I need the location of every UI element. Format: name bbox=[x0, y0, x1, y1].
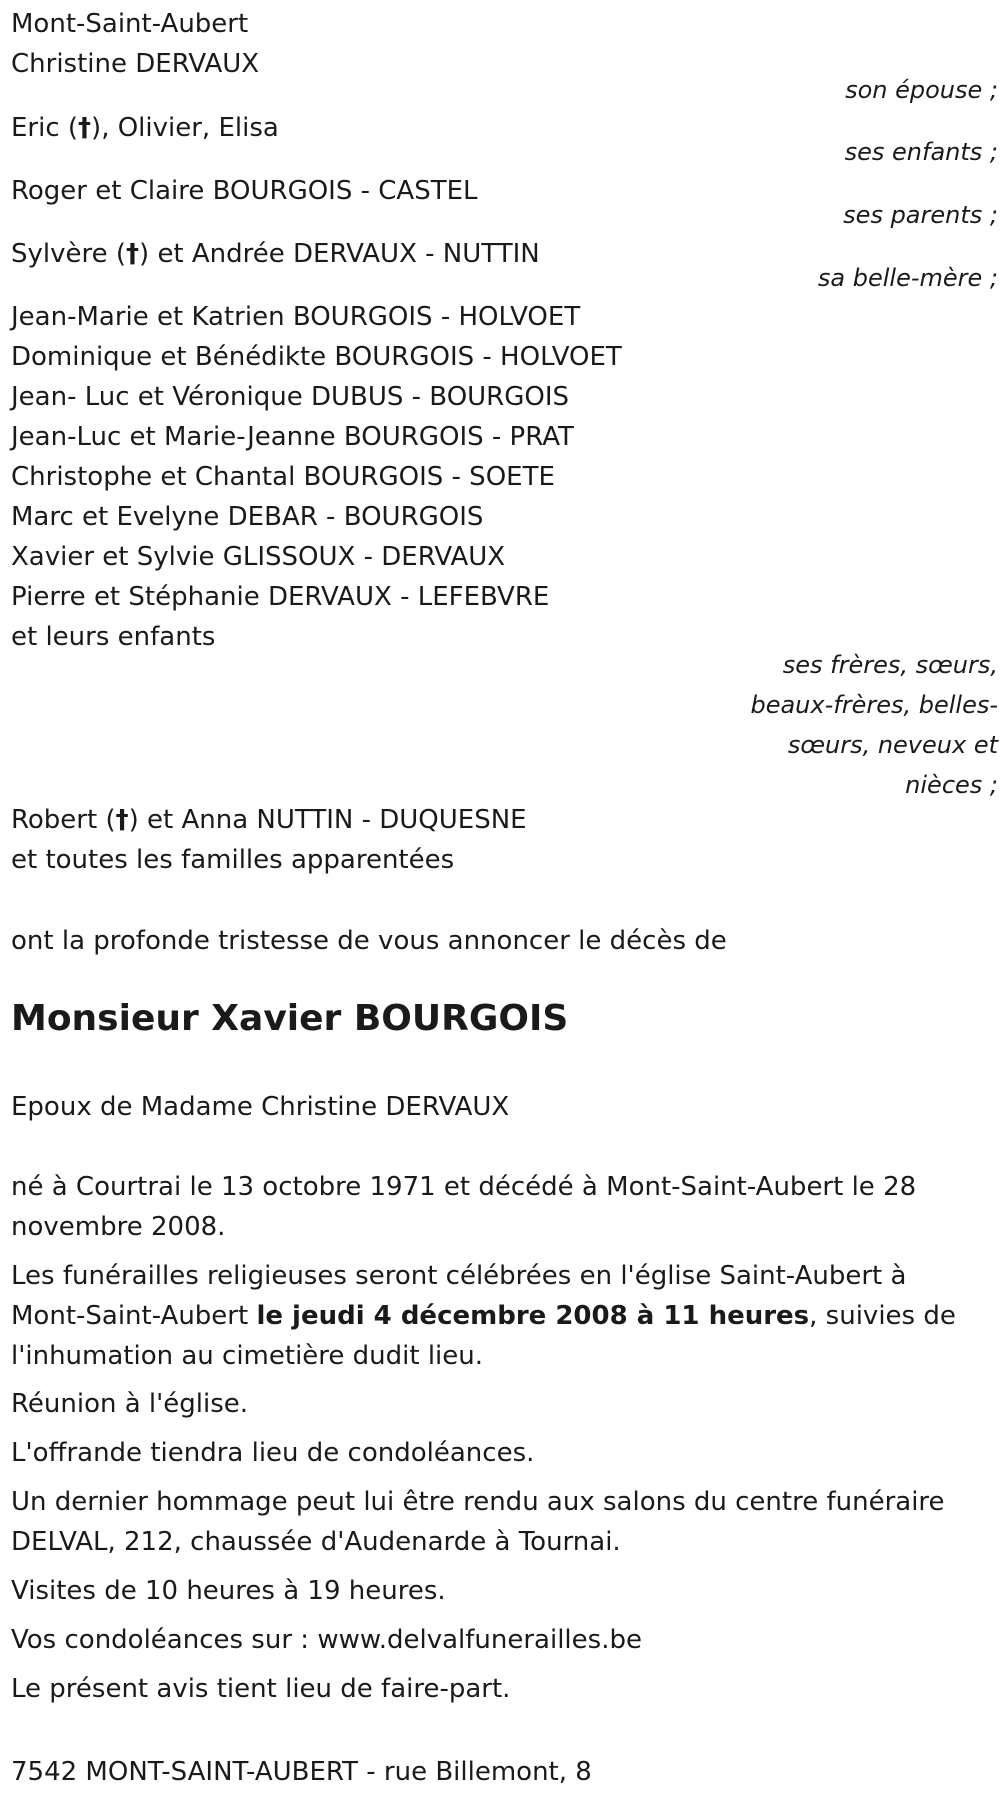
cross-icon: † bbox=[115, 805, 129, 835]
children-names-pre: Eric ( bbox=[11, 113, 79, 143]
related-families: et toutes les familles apparentées bbox=[11, 845, 455, 875]
siblings-role-line: sœurs, neveux et bbox=[787, 731, 998, 759]
sibling-line: Jean-Marie et Katrien BOURGOIS - HOLVOET bbox=[11, 302, 581, 332]
announcement-text: ont la profonde tristesse de vous annoncer le décès de bbox=[11, 926, 727, 956]
sibling-line: Christophe et Chantal BOURGOIS - SOETE bbox=[11, 462, 555, 492]
sibling-line: Dominique et Bénédikte BOURGOIS - HOLVOET bbox=[11, 342, 622, 372]
birth-death-text: né à Courtrai le 13 octobre 1971 et décédé à Mont-Saint-Aubert le 28 novembre 2008. bbox=[11, 1172, 917, 1242]
sibling-line: et leurs enfants bbox=[11, 622, 216, 652]
address-text: 7542 MONT-SAINT-AUBERT - rue Billemont, 8 bbox=[11, 1757, 592, 1787]
children-names-post: ), Olivier, Elisa bbox=[91, 113, 279, 143]
children-role: ses enfants ; bbox=[844, 138, 998, 166]
deceased-spouse-block bbox=[11, 1087, 991, 1127]
cross-icon: † bbox=[126, 239, 140, 269]
deceased-spouse-line: Epoux de Madame Christine DERVAUX bbox=[11, 1092, 510, 1122]
parents-names: Roger et Claire BOURGOIS - CASTEL bbox=[11, 176, 478, 206]
sibling-line: Marc et Evelyne DEBAR - BOURGOIS bbox=[11, 502, 484, 532]
spouse-name: Christine DERVAUX bbox=[11, 49, 260, 79]
funeral-date-time: le jeudi 4 décembre 2008 à 11 heures bbox=[256, 1301, 810, 1331]
others-post: ) et Anna NUTTIN - DUQUESNE bbox=[128, 805, 527, 835]
family-block-siblings bbox=[11, 297, 991, 657]
funeral-text bbox=[11, 1256, 986, 1376]
meeting-text: Réunion à l'église. bbox=[11, 1389, 249, 1419]
sibling-line: Jean-Luc et Marie-Jeanne BOURGOIS - PRAT bbox=[11, 422, 574, 452]
family-block-spouse bbox=[11, 4, 991, 84]
siblings-role bbox=[728, 645, 998, 805]
mother-in-law-role: sa belle-mère ; bbox=[817, 264, 998, 292]
mother-in-law-pre: Sylvère ( bbox=[11, 239, 127, 269]
announcement-block bbox=[11, 921, 991, 961]
notice-text: Le présent avis tient lieu de faire-part. bbox=[11, 1674, 511, 1704]
funeral-text-pre: Les funérailles religieuses seront célébrées en l'église Saint-Aubert à Mont-Saint-Aubert bbox=[11, 1261, 907, 1331]
header-place: Mont-Saint-Aubert bbox=[11, 9, 249, 39]
siblings-role-line: beaux-frères, belles- bbox=[750, 691, 998, 719]
sibling-line: Jean- Luc et Véronique DUBUS - BOURGOIS bbox=[11, 382, 570, 412]
mother-in-law-post: ) et Andrée DERVAUX - NUTTIN bbox=[139, 239, 540, 269]
siblings-role-line: ses frères, sœurs, bbox=[782, 651, 998, 679]
cross-icon: † bbox=[78, 113, 92, 143]
condolences-text: Vos condoléances sur : www.delvalfunerailles.be bbox=[11, 1625, 642, 1655]
visits-text: Visites de 10 heures à 19 heures. bbox=[11, 1576, 446, 1606]
tribute-text: Un dernier hommage peut lui être rendu aux salons du centre funéraire DELVAL, 212, chaussée d'Audenarde à Tournai. bbox=[11, 1487, 945, 1557]
parents-role: ses parents ; bbox=[843, 201, 998, 229]
offering-text: L'offrande tiendra lieu de condoléances. bbox=[11, 1438, 535, 1468]
sibling-line: Pierre et Stéphanie DERVAUX - LEFEBVRE bbox=[11, 582, 550, 612]
spouse-role: son épouse ; bbox=[845, 76, 998, 104]
sibling-line: Xavier et Sylvie GLISSOUX - DERVAUX bbox=[11, 542, 506, 572]
others-names bbox=[11, 800, 991, 840]
siblings-role-line: nièces ; bbox=[905, 771, 998, 799]
family-block-others bbox=[11, 800, 991, 880]
others-pre: Robert ( bbox=[11, 805, 116, 835]
deceased-name: Monsieur Xavier BOURGOIS bbox=[11, 998, 569, 1039]
funeral-text-post: , suivies de l'inhumation au cimetière dudit lieu. bbox=[11, 1301, 956, 1371]
